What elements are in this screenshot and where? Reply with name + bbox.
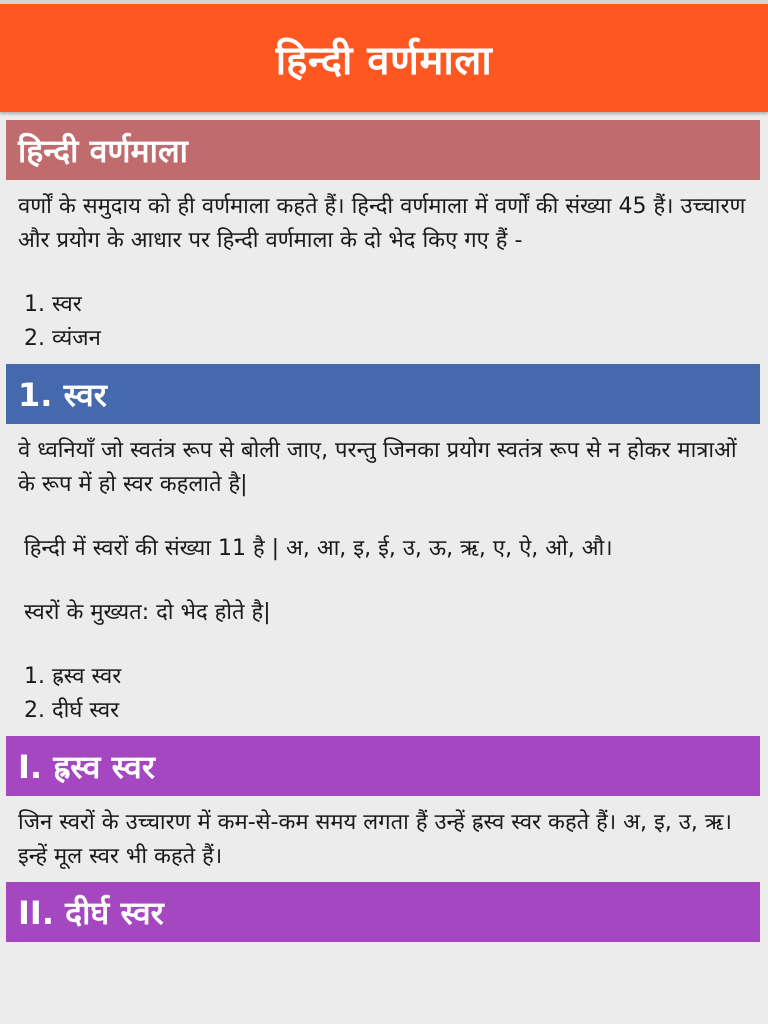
section-heading-hrasva: I. ह्रस्व स्वर	[6, 736, 760, 796]
overview-paragraph: वर्णों के समुदाय को ही वर्णमाला कहते हैं। हिन्दी वर्णमाला में वर्णों की संख्या 45 हैं। उच्चारण और प्रयोग के आधार पर हिन्दी वर्णमाला के दो भेद किए गए हैं -	[18, 194, 746, 253]
app-bar	[0, 4, 768, 112]
content-scroll[interactable]	[0, 112, 768, 942]
app-title: हिन्दी वर्णमाला	[275, 37, 493, 84]
list-item: 1. ह्रस्व स्वर	[24, 664, 122, 689]
list-item: 1. स्वर	[24, 292, 82, 317]
swar-paragraph-types: स्वरों के मुख्यत: दो भेद होते है|	[24, 600, 271, 625]
section-heading-overview: हिन्दी वर्णमाला	[6, 120, 760, 180]
hrasva-paragraph: जिन स्वरों के उच्चारण में कम-से-कम समय लगता हैं उन्हें ह्रस्व स्वर कहते हैं। अ, इ, उ, ऋ। इन्हें मूल स्वर भी कहते हैं।	[18, 810, 732, 869]
spacer	[18, 566, 754, 596]
section-body-hrasva	[4, 796, 764, 882]
spacer	[18, 502, 754, 532]
swar-list	[18, 660, 754, 728]
section-heading-dirgha: II. दीर्घ स्वर	[6, 882, 760, 942]
spacer	[18, 630, 754, 660]
list-item: 2. व्यंजन	[24, 326, 101, 351]
swar-paragraph-count: हिन्दी में स्वरों की संख्या 11 है | अ, आ, इ, ई, उ, ऊ, ऋ, ए, ऐ, ओ, औ।	[24, 536, 613, 561]
list-item: 2. दीर्घ स्वर	[24, 698, 120, 723]
swar-paragraph-definition: वे ध्वनियाँ जो स्वतंत्र रूप से बोली जाए, परन्तु जिनका प्रयोग स्वतंत्र रूप से न होकर मात्राओं के रूप में हो स्वर कहलाते है|	[18, 438, 737, 497]
spacer	[18, 258, 754, 288]
overview-list	[18, 288, 754, 356]
section-body-overview	[4, 180, 764, 364]
section-body-swar	[4, 424, 764, 736]
section-heading-swar: 1. स्वर	[6, 364, 760, 424]
